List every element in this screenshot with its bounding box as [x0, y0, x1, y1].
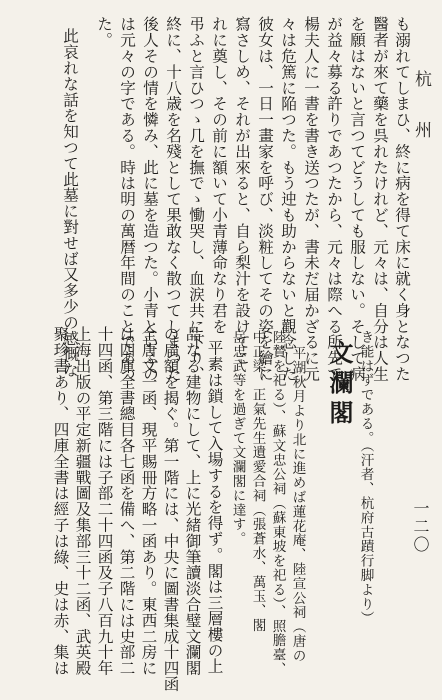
text-column: き能はずである。（汗者、杭府古蹟行脚より） [357, 330, 374, 626]
text-column: 寫さしめ、それが出來ると、自ら梨汁を設けてこ [233, 16, 251, 366]
text-column: 醫者が來て藥を呉れたけれど、元々は、自分は人生 [371, 16, 389, 382]
text-column: が益々募る許りであつたから、元々は際へる所先で [325, 16, 343, 382]
text-column: 十四函、第三階には子部二十四函及子八百九十年 [95, 326, 114, 676]
text-column: 後人その情を憐み、此に墓を造つた。小青といふの [141, 16, 159, 382]
text-column: れに奠し、その前に額いて小青薄命なり君を [210, 16, 228, 334]
text-column: の扁額を揭ぐ。第一階には、中央に圖書集成十四函 [161, 326, 180, 692]
text-column: 楊夫人に一書を書き送つたが、書未だ届かざるに元 [302, 16, 320, 382]
text-column: も溺れてしまひ、終に病を得て床に就く身となつた [393, 16, 411, 382]
text-column: は四庫全書總目各七函を備へ、第二階には史部二 [117, 326, 136, 676]
text-column: 品なる建物にして、上に光緒御筆讀淡合璧文瀾閣 [183, 326, 202, 676]
section-title: 文瀾閣 [325, 340, 354, 430]
text-column: 上海出版の平定新疆戰圖及集部三十二函、武英殿 [73, 326, 92, 676]
text-column: 此哀れな話を知つて此墓に對せば又多少の感慨な [61, 28, 79, 378]
text-column: た。 [95, 16, 113, 48]
text-column: 平湖秋月より北に進めば蓮花庵、陸宣公祠（唐の [289, 346, 306, 663]
text-column: を願はないと言つてどうしても服しない。そして病 [348, 16, 366, 382]
text-column: は元々の字である。時は明の萬暦年間のことであつ [118, 16, 136, 382]
text-column: 岳忠武等を過ぎて文瀾閣に達す。 [229, 330, 246, 546]
text-column: 中正梁、正氣先生遺愛合祠（張蒼水、萬玉、閣 [249, 330, 266, 633]
text-column: 々は危篤に陥つた。もう迚も助からないと觀念した [279, 16, 297, 382]
text-column: 聚珍書あり、四庫全書は經子は綠、史は赤、集は [51, 326, 70, 676]
text-column: 平素は鎖して入場するを得ず。閣は三層樓の上 [205, 340, 224, 674]
text-column: 全唐文一函、現平賜冊方略一函あり。東西二房に [139, 326, 158, 676]
running-header-title: 杭州 [411, 70, 431, 172]
text-column: 弔ふと言ひつゝ几を撫でゝ慟哭し、血涙共に下り、 [187, 16, 205, 382]
page-number: 一二〇 [411, 500, 430, 554]
text-column: 陸贄を祀る）、蘇文忠公祠（蘇東坡を祀る）、照膽臺、 [269, 330, 286, 677]
text-column: 彼女は、一日一畫家を呼び、淡粧してその姿を繪に [256, 16, 274, 382]
text-column: 終に、十八歳を名殘として果敢なく散つてしまつた [164, 16, 182, 382]
